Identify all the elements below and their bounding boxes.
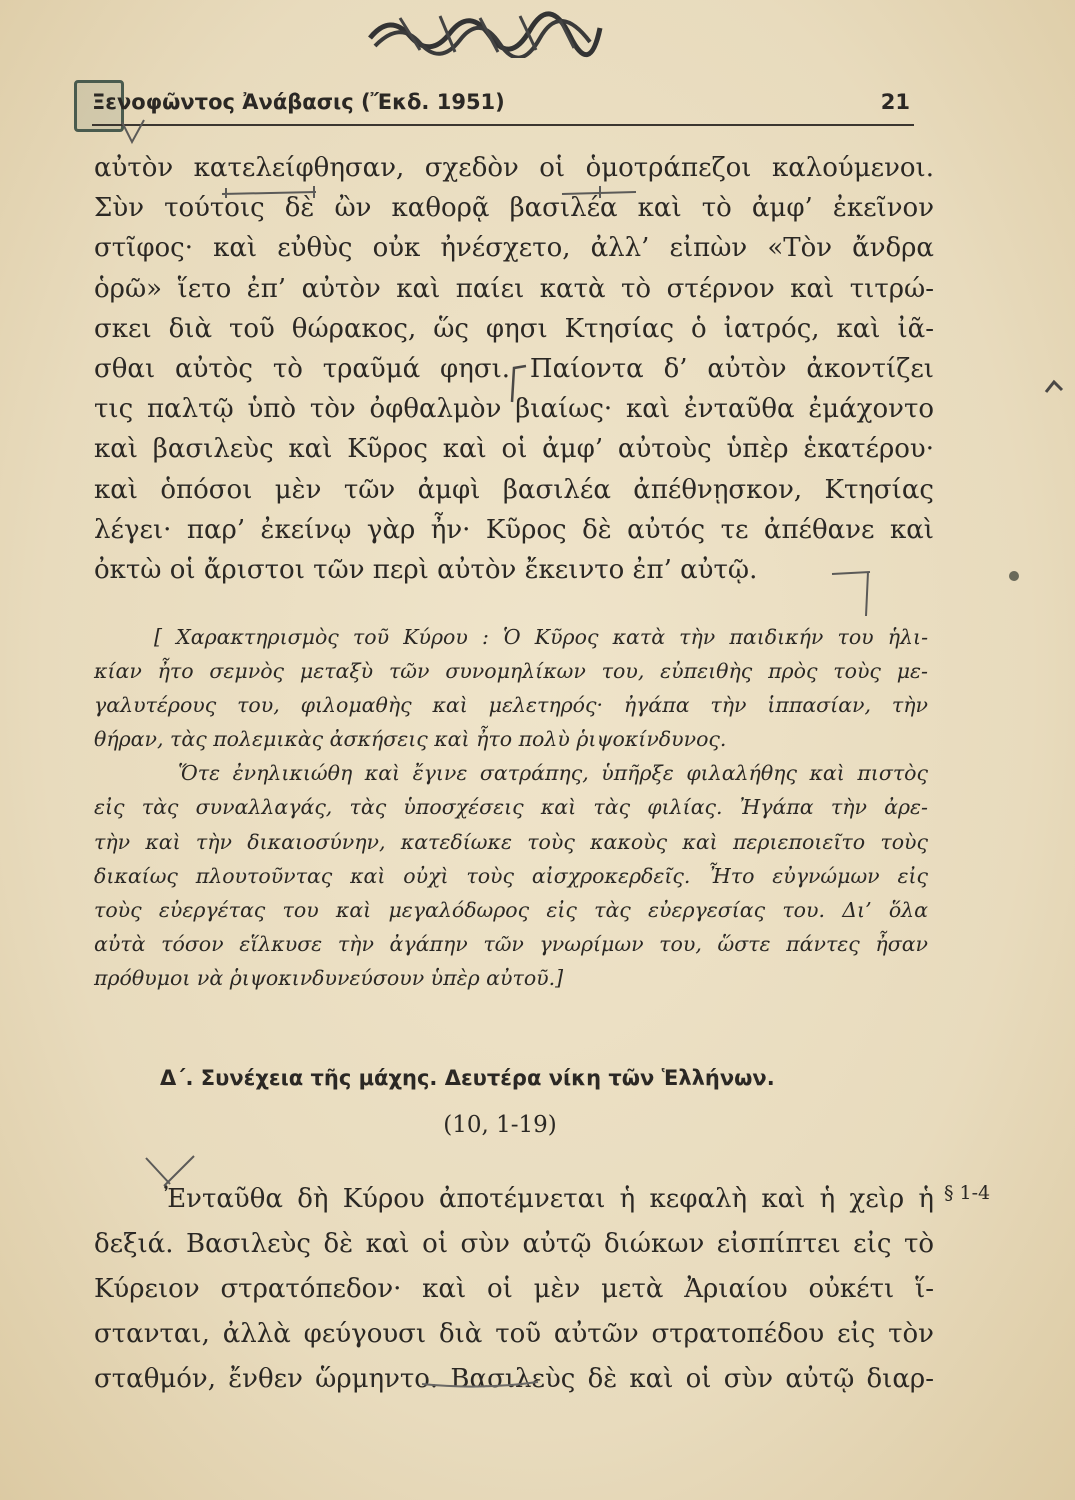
margin-ink-dot — [1040, 372, 1070, 402]
note-line: θήραν, τὰς πολεμικὰς ἀσκήσεις καὶ ἦτο πολὺ ῥιψοκίνδυνος. — [94, 727, 727, 752]
text-line: σθαι αὐτὸς τὸ τραῦμά φησι. Παίοντα δ’ αὐτὸν ἀκοντίζει — [94, 353, 934, 384]
text-line: αὐτὸν κατελείφθησαν, σχεδὸν οἱ ὁμοτράπεζοι καλούμενοι. — [94, 153, 934, 183]
note-line: τὴν καὶ τὴν δικαιοσύνην, κατεδίωκε τοὺς κακοὺς καὶ περιεποιεῖτο τοὺς — [94, 829, 928, 854]
note-line: γαλυτέρους του, φιλομαθὴς καὶ μελετηρός· ἠγάπα τὴν ἱππασίαν, τὴν — [94, 693, 928, 718]
note-line: τοὺς εὐεργέτας του καὶ μεγαλόδωρος εἰς τὰς εὐεργεσίας του. Δι’ ὅλα — [94, 897, 928, 922]
text-line: στῖφος· καὶ εὐθὺς οὐκ ἠνέσχετο, ἀλλ’ εἰπὼν «Τὸν ἄνδρα — [94, 233, 934, 264]
section-line: στανται, ἀλλὰ φεύγουσι διὰ τοῦ αὐτῶν στρατοπέδου εἰς τὸν — [94, 1319, 934, 1349]
margin-ink-dot — [1000, 560, 1030, 590]
page-number: 21 — [880, 90, 910, 114]
text-line: Σὺν τούτοις δὲ ὢν καθορᾷ βασιλέα καὶ τὸ ἀμφ’ ἐκεῖνον — [94, 193, 934, 224]
pencil-arrow-mark — [830, 560, 880, 620]
text-line: ὁρῶ» ἵετο ἐπ’ αὐτὸν καὶ παίει κατὰ τὸ στέρνον καὶ τιτρώ- — [94, 273, 934, 304]
text-line: ὀκτὼ οἱ ἄριστοι τῶν περὶ αὐτὸν ἔκειντο ἐπ’ αὐτῷ. — [94, 554, 758, 585]
note-line: κίαν ἦτο σεμνὸς μεταξὺ τῶν συνομηλίκων του, εὐπειθὴς πρὸς τοὺς με- — [94, 659, 928, 684]
pencil-underline-mark — [560, 184, 640, 200]
note-line: δικαίως πλουτοῦντας καὶ οὐχὶ τοὺς αἰσχροκερδεῖς. Ἦτο εὐγνώμων εἰς — [94, 863, 928, 888]
text-line: καὶ βασιλεὺς καὶ Κῦρος καὶ οἱ ἀμφ’ αὐτοὺς ὑπὲρ ἑκατέρου· — [94, 434, 934, 465]
text-line: σκει διὰ τοῦ θώρακος, ὥς φησι Κτησίας ὁ ἰατρός, καὶ ἰᾶ- — [94, 313, 934, 344]
text-line: λέγει· παρ’ ἐκείνῳ γὰρ ἦν· Κῦρος δὲ αὐτός τε ἀπέθανε καὶ — [94, 514, 934, 545]
note-line: Ὅτε ἐνηλικιώθη καὶ ἔγινε σατράπης, ὑπῆρξε φιλαλήθης καὶ πιστὸς — [178, 761, 928, 786]
note-line: εἰς τὰς συναλλαγάς, τὰς ὑποσχέσεις καὶ τὰς φιλίας. Ἠγάπα τὴν ἀρε- — [94, 795, 928, 820]
running-header — [92, 88, 914, 126]
section-line: δεξιά. Βασιλεὺς δὲ καὶ οἱ σὺν αὐτῷ διώκων εἰσπίπτει εἰς τὸ — [94, 1229, 934, 1259]
note-line: αὐτὰ τόσον εἵλκυσε τὴν ἀγάπην τῶν γνωρίμων του, ὥστε πάντες ἦσαν — [94, 931, 928, 956]
section-reference: (10, 1-19) — [443, 1112, 557, 1138]
pencil-underline-mark — [420, 1378, 540, 1392]
text-line: τις παλτῷ ὑπὸ τὸν ὀφθαλμὸν βιαίως· καὶ ἐνταῦθα ἐμάχοντο — [94, 394, 934, 425]
section-line: Κύρειον στρατόπεδον· καὶ οἱ μὲν μετὰ Ἀριαίου οὐκέτι ἵ- — [94, 1274, 934, 1304]
pencil-checkmark — [118, 118, 148, 146]
note-line: [ Χαρακτηρισμὸς τοῦ Κύρου : Ὁ Κῦρος κατὰ τὴν παιδικήν του ἡλι- — [154, 625, 928, 649]
ink-scribble-decoration — [360, 8, 610, 58]
section-text-block — [94, 1177, 934, 1402]
section-line: Ἐνταῦθα δὴ Κύρου ἀποτέμνεται ἡ κεφαλὴ καὶ ἡ χεὶρ ἡ — [164, 1184, 934, 1214]
note-line: πρόθυμοι νὰ ῥιψοκινδυνεύσουν ὑπὲρ αὐτοῦ.] — [94, 965, 564, 990]
margin-section-reference: § 1-4 — [944, 1182, 991, 1204]
section-heading: Δ΄. Συνέχεια τῆς μάχης. Δευτέρα νίκη τῶν Ἑλλήνων. — [160, 1066, 775, 1090]
text-line: καὶ ὁπόσοι μὲν τῶν ἀμφὶ βασιλέα ἀπέθνῃσκον, Κτησίας — [94, 474, 934, 505]
pencil-underline-mark — [220, 184, 320, 200]
section-line: σταθμόν, ἔνθεν ὥρμηντο. Βασιλεὺς δὲ καὶ οἱ σὺν αὐτῷ διαρ- — [94, 1364, 934, 1394]
pencil-cross-mark — [140, 1150, 200, 1190]
header-title: Ξενοφῶντος Ἀνάβασις (Ἔκδ. 1951) — [92, 90, 505, 114]
pencil-bracket-mark — [500, 364, 530, 404]
character-note-block — [94, 620, 928, 995]
